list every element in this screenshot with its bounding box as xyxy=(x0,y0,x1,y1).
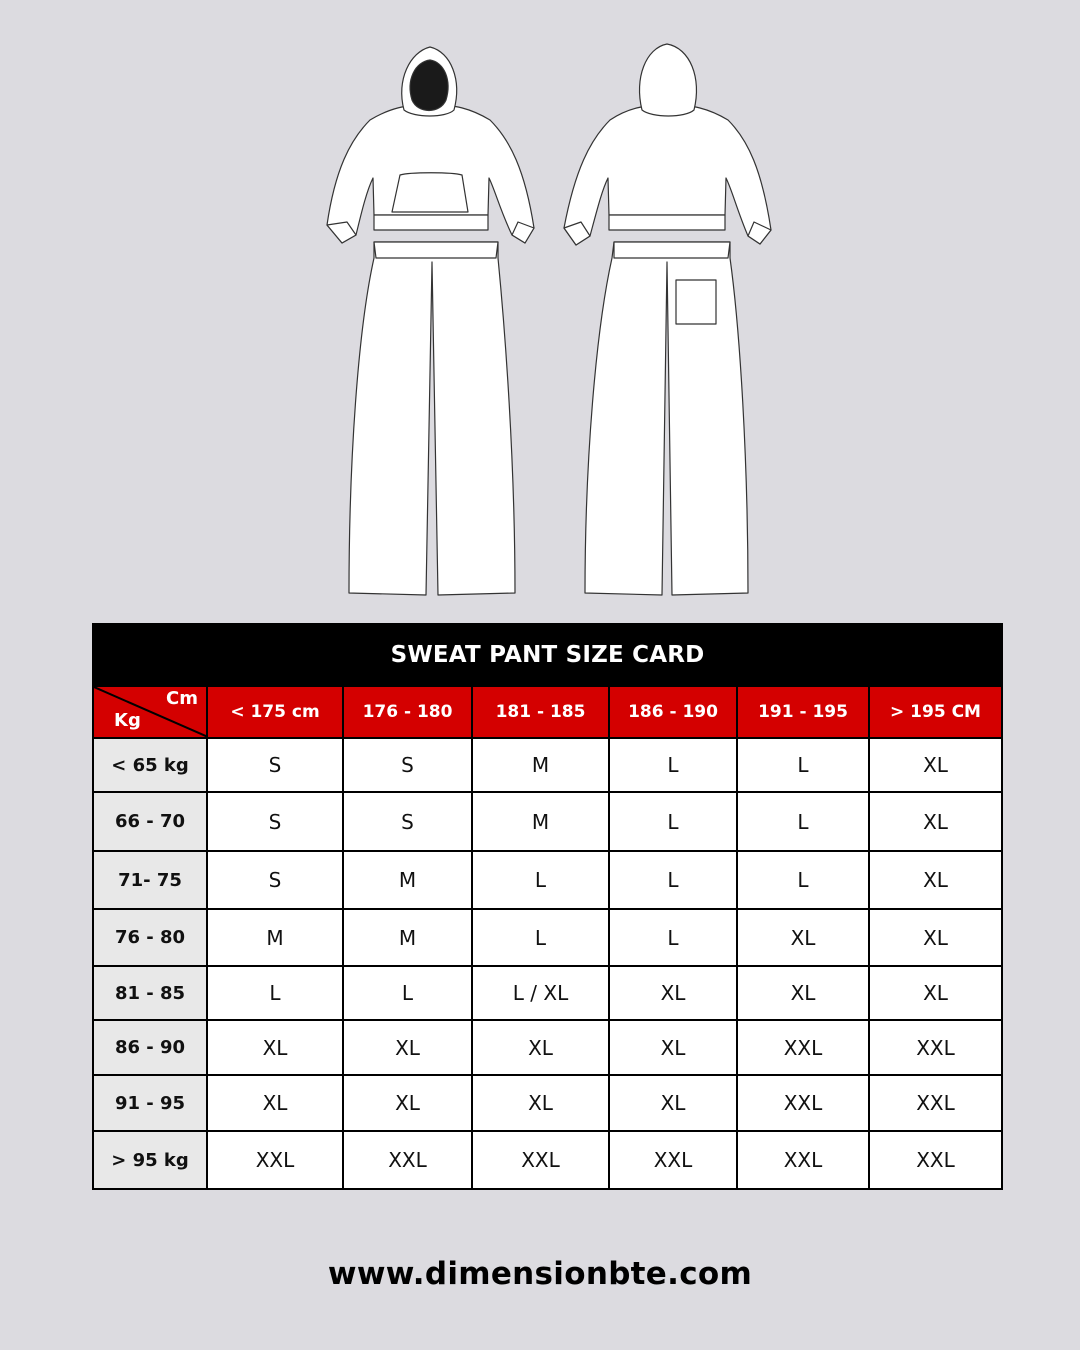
corner-height-label: Cm xyxy=(166,688,198,709)
row-header: 71- 75 xyxy=(93,851,207,909)
size-cell: XL xyxy=(207,1075,343,1131)
size-cell: M xyxy=(343,851,472,909)
table-row xyxy=(93,1131,1002,1189)
row-header: 81 - 85 xyxy=(93,966,207,1020)
size-cell: XL xyxy=(343,1020,472,1075)
size-cell: XXL xyxy=(869,1131,1002,1189)
size-cell: L xyxy=(609,909,737,966)
size-cell: L xyxy=(609,792,737,851)
corner-header xyxy=(93,686,207,738)
size-cell: L xyxy=(472,909,609,966)
size-cell: XL xyxy=(609,966,737,1020)
hoodie-front-icon xyxy=(327,47,534,243)
size-cell: S xyxy=(343,738,472,792)
size-cell: S xyxy=(207,792,343,851)
table-row xyxy=(93,738,1002,792)
size-cell: XL xyxy=(869,909,1002,966)
size-cell: XL xyxy=(869,966,1002,1020)
table-title: SWEAT PANT SIZE CARD xyxy=(93,624,1002,686)
row-header: 91 - 95 xyxy=(93,1075,207,1131)
row-header: 66 - 70 xyxy=(93,792,207,851)
row-header: > 95 kg xyxy=(93,1131,207,1189)
column-header: > 195 CM xyxy=(869,686,1002,738)
size-cell: L xyxy=(207,966,343,1020)
size-table xyxy=(92,623,1003,1190)
size-cell: XL xyxy=(472,1020,609,1075)
size-cell: S xyxy=(207,851,343,909)
table-row xyxy=(93,909,1002,966)
size-cell: M xyxy=(207,909,343,966)
size-cell: XL xyxy=(472,1075,609,1131)
table-row xyxy=(93,792,1002,851)
size-cell: L xyxy=(609,851,737,909)
size-cell: L xyxy=(737,738,869,792)
size-cell: XXL xyxy=(472,1131,609,1189)
garment-illustration xyxy=(0,0,1080,610)
size-cell: XL xyxy=(737,966,869,1020)
size-cell: XXL xyxy=(737,1131,869,1189)
size-cell: XL xyxy=(207,1020,343,1075)
row-header: < 65 kg xyxy=(93,738,207,792)
size-cell: S xyxy=(343,792,472,851)
size-cell: XL xyxy=(869,851,1002,909)
size-cell: L xyxy=(737,851,869,909)
column-header: 186 - 190 xyxy=(609,686,737,738)
column-header: 191 - 195 xyxy=(737,686,869,738)
corner-weight-label: Kg xyxy=(114,710,141,731)
size-cell: M xyxy=(472,792,609,851)
table-row xyxy=(93,851,1002,909)
size-cell: XL xyxy=(609,1020,737,1075)
size-cell: XXL xyxy=(737,1075,869,1131)
size-cell: XL xyxy=(869,792,1002,851)
size-cell: S xyxy=(207,738,343,792)
size-cell: L xyxy=(737,792,869,851)
size-cell: XXL xyxy=(343,1131,472,1189)
row-header: 86 - 90 xyxy=(93,1020,207,1075)
size-cell: XXL xyxy=(869,1020,1002,1075)
hoodie-back-icon xyxy=(564,44,771,245)
size-cell: XL xyxy=(343,1075,472,1131)
size-cell: M xyxy=(343,909,472,966)
pants-back-icon xyxy=(585,242,748,595)
size-cell: M xyxy=(472,738,609,792)
size-cell: XL xyxy=(609,1075,737,1131)
size-cell: XXL xyxy=(609,1131,737,1189)
pants-front-icon xyxy=(349,242,515,595)
size-cell: XXL xyxy=(737,1020,869,1075)
row-header: 76 - 80 xyxy=(93,909,207,966)
column-header: 181 - 185 xyxy=(472,686,609,738)
size-cell: L xyxy=(609,738,737,792)
website-url: www.dimensionbte.com xyxy=(327,1256,753,1292)
size-cell: XL xyxy=(737,909,869,966)
column-header: 176 - 180 xyxy=(343,686,472,738)
size-cell: XL xyxy=(869,738,1002,792)
size-cell: XXL xyxy=(869,1075,1002,1131)
table-row xyxy=(93,1075,1002,1131)
size-cell: L xyxy=(343,966,472,1020)
table-row xyxy=(93,1020,1002,1075)
column-header: < 175 cm xyxy=(207,686,343,738)
size-cell: L / XL xyxy=(472,966,609,1020)
size-cell: XXL xyxy=(207,1131,343,1189)
table-row xyxy=(93,966,1002,1020)
size-cell: L xyxy=(472,851,609,909)
